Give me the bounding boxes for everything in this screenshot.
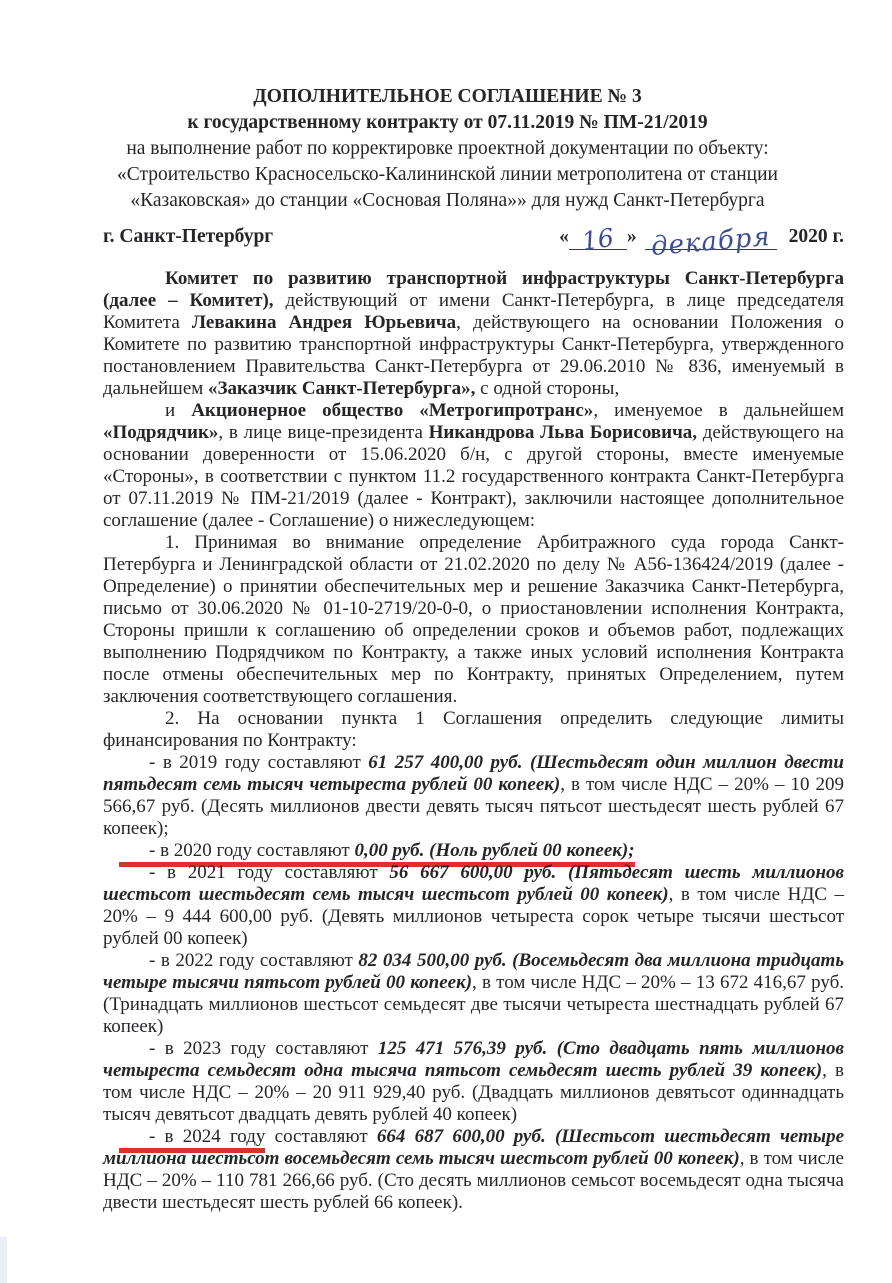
text-run: составляют — [265, 1126, 377, 1147]
text-run: , в том числе НДС – 20% – 20 911 929,40 руб. (Двадцать миллионов девятьсот одиннадцать тысяч девятьсот двадцать девять рублей 40 копеек) — [103, 1060, 844, 1125]
date-day-blank — [569, 222, 627, 257]
text-run: Акционерное общество «Метрогипротранс» — [191, 400, 594, 421]
title-line-1: ДОПОЛНИТЕЛЬНОЕ СОГЛАШЕНИЕ № 3 — [253, 86, 642, 107]
text-run: 61 257 400,00 руб. (Шестьдесят один миллион двести пятьдесят семь тысяч четыреста рублей 00 копеек) — [103, 752, 844, 795]
date-year: 2020 г. — [788, 226, 844, 247]
text-run: Комитет по развитию транспортной инфраструктуры Санкт-Петербурга (далее – Комитет), — [103, 268, 844, 311]
preamble-party-2 — [103, 400, 844, 532]
text-run: «Подрядчик» — [103, 422, 219, 443]
text-run: действующего на основании доверенности от 15.06.2020 б/н, с другой стороны, вместе именуемые «Стороны», в соответствии с пунктом 11.2 государственного контракта Санкт-Петербурга от 07.11.2019 № ПМ-21/2019 (далее - Контракт), заключили настоящее дополнительное соглашение (далее - Соглашение) о нижеследующем: — [103, 422, 844, 531]
text-run: Никандрова Льва Борисовича, — [428, 422, 698, 443]
limit-item-2022 — [103, 950, 844, 1038]
text-run: - в 2021 году составляют — [149, 862, 390, 883]
limit-item-2020 — [103, 840, 844, 862]
text-run: , в том числе НДС – 20% – 9 444 600,00 руб. (Девять миллионов четыреста сорок четыре тысячи шестьсот рублей 00 копеек) — [103, 884, 844, 949]
text-run: 664 687 600,00 руб. (Шестьсот шестьдесят четыре миллиона шестьсот восемьдесят семь тысяч шестьсот рублей 00 копеек) — [103, 1126, 844, 1169]
title-line-4: «Строительство Красносельско-Калининской линии метрополитена от станции — [117, 164, 778, 185]
text-run: «Заказчик Санкт-Петербурга», — [208, 378, 476, 399]
text-run: 56 667 600,00 руб. (Пятьдесят шесть миллионов шестьсот шестьдесят семь тысяч шестьсот рублей 00 копеек) — [103, 862, 844, 905]
scan-edge-artifact — [0, 1237, 7, 1283]
text-run: действующий от имени Санкт-Петербурга, в лице председателя Комитета — [103, 290, 844, 333]
date-month-blank — [645, 221, 777, 263]
title-line-2: к государственному контракту от 07.11.2019 № ПМ-21/2019 — [187, 112, 708, 133]
text-run: - в 2023 году составляют — [149, 1038, 378, 1059]
close-quote: » — [626, 226, 637, 247]
limit-item-2021 — [103, 862, 844, 950]
text-run: 125 471 576,39 руб. (Сто двадцать пять миллионов четыреста семьдесят одна тысяча пятьсот семьдесят шесть рублей 39 копеек) — [103, 1038, 844, 1081]
place-date-row — [103, 221, 844, 263]
text-run: Левакина Андрея Юрьевича — [191, 312, 457, 333]
document-title — [51, 84, 844, 214]
text-run: , в том числе НДС – 20% – 10 209 566,67 руб. (Десять миллионов двести девять тысяч пятьсот шестьдесят шесть рублей 67 копеек); — [103, 774, 844, 839]
text-run: 82 034 500,00 руб. (Восемьдесят два миллиона тридцать четыре тысячи пятьсот рублей 00 копеек) — [103, 950, 844, 993]
text-run: , именуемое в дальнейшем — [593, 400, 845, 421]
red-underlined-text: - в 2024 году — [119, 1126, 265, 1153]
title-line-5: «Казаковская» до станции «Сосновая Поляна»» для нужд Санкт-Петербурга — [130, 190, 765, 211]
clause-2-intro — [103, 708, 844, 752]
text-run: , действующего на основании Положения о Комитете по развитию транспортной инфраструктуры Санкт-Петербурга, утвержденного постановлением Правительства Санкт-Петербурга от 29.06.2010 № 836, именуемый в дальнейшем — [103, 312, 844, 399]
date-group — [559, 221, 844, 263]
text-run: - в 2019 году составляют — [149, 752, 369, 773]
red-underlined-text: 0,00 руб. (Ноль рублей 00 копеек); — [354, 840, 634, 867]
handwritten-month: декабря — [649, 221, 772, 263]
text-run: , в том числе НДС – 20% – 110 781 266,66 руб. (Сто десять миллионов семьсот восемьдесят одна тысяча двести шестьдесят шесть рублей 66 копеек). — [103, 1148, 844, 1213]
limit-item-2024 — [103, 1126, 844, 1214]
text-run: - в 2022 году составляют — [149, 950, 359, 971]
limit-item-2019 — [103, 752, 844, 840]
red-underlined-text: - в 2020 году составляют — [119, 840, 354, 867]
text-run: с одной стороны, — [475, 378, 620, 399]
preamble-party-1 — [103, 268, 844, 400]
text-run: и — [165, 400, 192, 421]
text-run: 1. Принимая во внимание определение Арбитражного суда города Санкт-Петербурга и Ленинградской области от 21.02.2020 по делу № А56-136424/2019 (далее - Определение) о принятии обеспечительных мер и решение Заказчика Санкт-Петербурга, письмо от 30.06.2020 № 01-10-2719/20-0-0, о приостановлении исполнения Контракта, Стороны пришли к соглашению об определении сроков и объемов работ, подлежащих выполнению Подрядчиком по Контракту, а также иных условий исполнения Контракта после отмены обеспечительных мер по Контракту, принятых Определением, путем заключения соответствующего соглашения. — [103, 532, 844, 707]
limit-item-2023 — [103, 1038, 844, 1126]
city-label: г. Санкт-Петербург — [103, 226, 274, 247]
text-run: 2. На основании пункта 1 Соглашения определить следующие лимиты финансирования по Контракту: — [103, 708, 844, 751]
text-run: , в лице вице-президента — [218, 422, 429, 443]
clause-1 — [103, 532, 844, 708]
handwritten-day: 16 — [580, 222, 616, 257]
title-line-3: на выполнение работ по корректировке проектной документации по объекту: — [126, 138, 769, 159]
text-run: , в том числе НДС – 20% – 13 672 416,67 руб. (Тринадцать миллионов шестьсот семьдесят две тысячи четыреста шестнадцать рублей 67 копеек) — [103, 972, 844, 1037]
open-quote: « — [559, 226, 569, 247]
